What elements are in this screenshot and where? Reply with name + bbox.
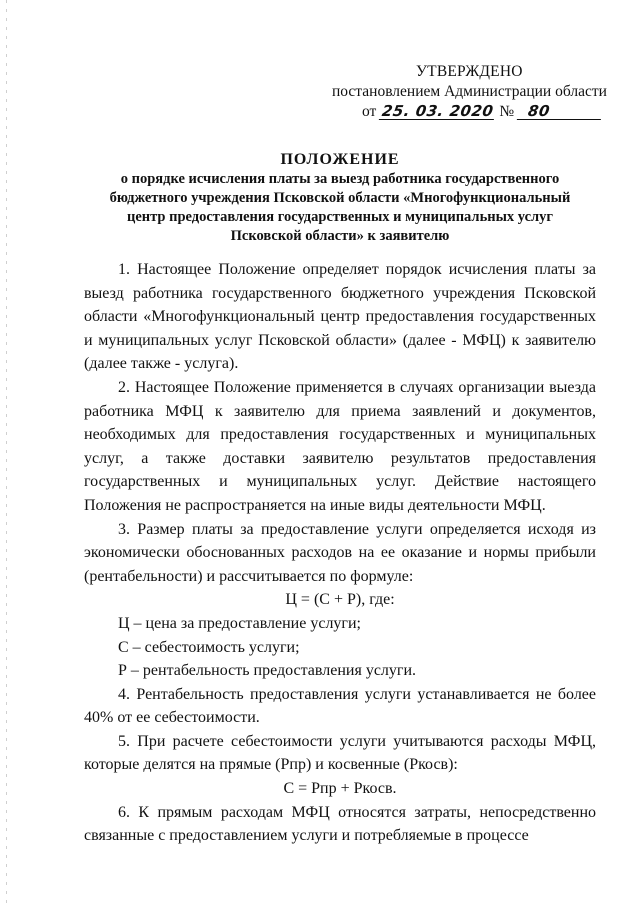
definition-cost: С – себестоимость услуги; (118, 638, 300, 656)
title-main: ПОЛОЖЕНИЕ (280, 151, 400, 168)
document-title (70, 150, 610, 246)
formula-price: Ц = (С + Р), где: (285, 591, 395, 609)
title-line-3: центр предоставления государственных и муниципальных услуг (126, 209, 553, 225)
paragraph-2: 2. Настоящее Положение применяется в случаях организации выезда работника МФЦ к заявителю для приема заявлений и документов, необходимых для предоставления государственных и муниципальных услуг, а также доставки заявителю результатов предоставления государственных и муниципальных услуг. Действие настоящего Положения не распространяется на иные виды деятельности МФЦ. (84, 378, 596, 514)
approval-stamp-block (300, 62, 620, 122)
paragraph-1: 1. Настоящее Положение определяет порядок исчисления платы за выезд работника государственного бюджетного учреждения Псковской области «Многофункциональный центр предоставления государственных и муниципальных услуг Псковской области» (далее - МФЦ) к заявителю (далее также - услуга). (84, 261, 596, 373)
title-line-2: бюджетного учреждения Псковской области «Многофункциональный (109, 190, 571, 206)
decree-of-label: постановлением Администрации области (332, 83, 607, 100)
document-body (84, 258, 596, 848)
formula-cost: С = Рпр + Ркосв. (283, 780, 397, 798)
scan-edge (6, 0, 7, 905)
paragraph-4: 4. Рентабельность предоставления услуги устанавливается не более 40% от ее себестоимости. (84, 685, 596, 727)
date-number-line (300, 102, 620, 122)
paragraph-6: 6. К прямым расходам МФЦ относятся затраты, непосредственно связанные с предоставлением услуги и потребляемые в процессе (84, 803, 596, 845)
definition-price: Ц – цена за предоставление услуги; (118, 614, 361, 632)
title-line-4: Псковской области» к заявителю (230, 228, 450, 244)
paragraph-5: 5. При расчете себестоимости услуги учитываются расходы МФЦ, которые делятся на прямые (Рпр) и косвенные (Ркосв): (84, 732, 596, 774)
approved-label: УТВЕРЖДЕНО (416, 63, 523, 80)
handwritten-date: 25. 03. 2020 (381, 102, 495, 120)
number-prefix: № (499, 103, 515, 120)
paragraph-3: 3. Размер платы за предоставление услуги определяется исходя из экономически обоснованных расходов на ее оказание и нормы прибыли (рентабельности) и рассчитывается по формуле: (84, 520, 596, 585)
definition-profitability: Р – рентабельность предоставления услуги. (118, 662, 417, 680)
title-line-1: о порядке исчисления платы за выезд работника государственного (120, 171, 560, 187)
from-prefix: от (362, 103, 377, 120)
handwritten-number: 80 (517, 103, 603, 120)
